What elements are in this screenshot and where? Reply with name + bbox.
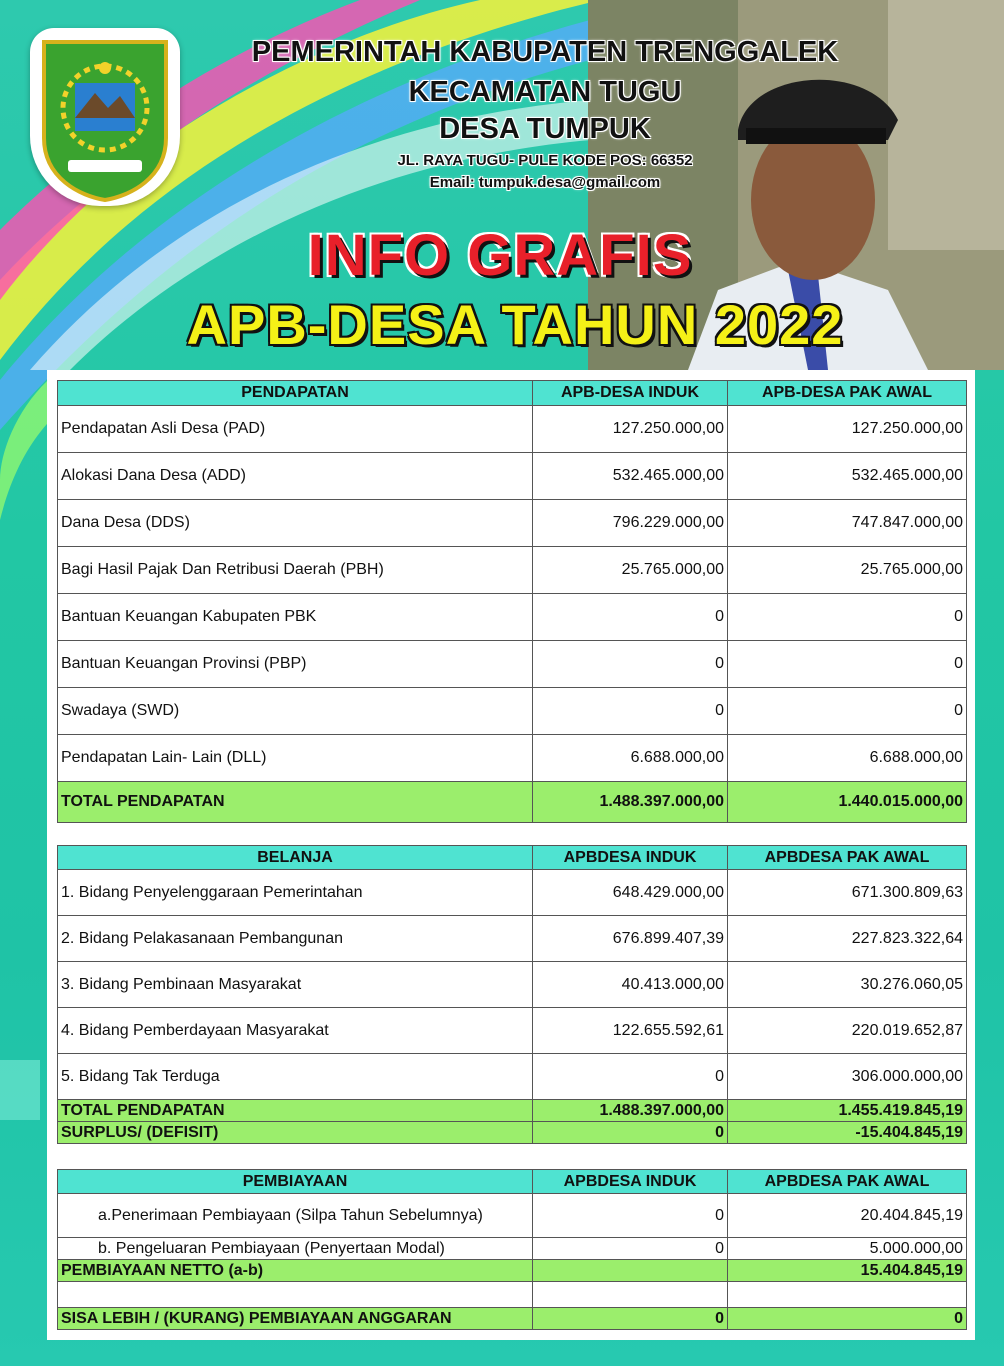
table-header-row xyxy=(58,846,967,870)
netto-induk xyxy=(533,1260,728,1282)
table-row xyxy=(58,870,967,916)
header-cell: APBDESA PAK AWAL xyxy=(728,1170,967,1194)
row-label: 4. Bidang Pemberdayaan Masyarakat xyxy=(58,1008,533,1054)
row-label: b. Pengeluaran Pembiayaan (Penyertaan Modal) xyxy=(58,1238,533,1260)
value-induk: 648.429.000,00 xyxy=(533,870,728,916)
header-cell: PEMBIAYAAN xyxy=(58,1170,533,1194)
total-row xyxy=(58,1100,967,1122)
value-induk: 6.688.000,00 xyxy=(533,735,728,782)
value-induk: 25.765.000,00 xyxy=(533,547,728,594)
netto-row xyxy=(58,1260,967,1282)
table-row xyxy=(58,688,967,735)
total-induk: 1.488.397.000,00 xyxy=(533,1100,728,1122)
row-label: Pendapatan Lain- Lain (DLL) xyxy=(58,735,533,782)
row-label: Pendapatan Asli Desa (PAD) xyxy=(58,406,533,453)
value-induk: 0 xyxy=(533,641,728,688)
title-apb-desa: APB-DESA TAHUN 2022 xyxy=(186,293,844,356)
blank-row xyxy=(58,1282,967,1308)
row-label: Swadaya (SWD) xyxy=(58,688,533,735)
email: Email: tumpuk.desa@gmail.com xyxy=(429,174,661,191)
header-cell: PENDAPATAN xyxy=(58,381,533,406)
row-label: Bantuan Keuangan Provinsi (PBP) xyxy=(58,641,533,688)
value-induk: 0 xyxy=(533,594,728,641)
table-row xyxy=(58,547,967,594)
blank-cell xyxy=(533,1282,728,1308)
row-label: 5. Bidang Tak Terduga xyxy=(58,1054,533,1100)
table-row xyxy=(58,1194,967,1238)
row-label: 3. Bidang Pembinaan Masyarakat xyxy=(58,962,533,1008)
table-row xyxy=(58,641,967,688)
sisa-induk: 0 xyxy=(533,1308,728,1330)
value-induk: 676.899.407,39 xyxy=(533,916,728,962)
value-induk: 127.250.000,00 xyxy=(533,406,728,453)
table-row xyxy=(58,1238,967,1260)
value-pak: 306.000.000,00 xyxy=(728,1054,967,1100)
value-pak: 747.847.000,00 xyxy=(728,500,967,547)
table-row xyxy=(58,500,967,547)
header-cell: APBDESA INDUK xyxy=(533,846,728,870)
row-label: 2. Bidang Pelakasanaan Pembangunan xyxy=(58,916,533,962)
value-pak: 127.250.000,00 xyxy=(728,406,967,453)
blank-cell xyxy=(58,1282,533,1308)
table-row xyxy=(58,962,967,1008)
header-cell: APB-DESA PAK AWAL xyxy=(728,381,967,406)
value-induk: 0 xyxy=(533,688,728,735)
value-induk: 0 xyxy=(533,1194,728,1238)
belanja-table xyxy=(57,845,967,1144)
table-row xyxy=(58,1054,967,1100)
value-induk: 0 xyxy=(533,1054,728,1100)
value-pak: 0 xyxy=(728,594,967,641)
government-name: PEMERINTAH KABUPATEN TRENGGALEK xyxy=(251,36,839,68)
total-induk: 1.488.397.000,00 xyxy=(533,782,728,823)
value-pak: 532.465.000,00 xyxy=(728,453,967,500)
table-row xyxy=(58,916,967,962)
header-cell: BELANJA xyxy=(58,846,533,870)
table-header-row xyxy=(58,1170,967,1194)
row-label: a.Penerimaan Pembiayaan (Silpa Tahun Sebelumnya) xyxy=(58,1194,533,1238)
row-label: Bantuan Keuangan Kabupaten PBK xyxy=(58,594,533,641)
header-cell: APBDESA INDUK xyxy=(533,1170,728,1194)
total-label: TOTAL PENDAPATAN xyxy=(58,782,533,823)
row-label: Bagi Hasil Pajak Dan Retribusi Daerah (PBH) xyxy=(58,547,533,594)
value-pak: 0 xyxy=(728,641,967,688)
surplus-induk: 0 xyxy=(533,1122,728,1144)
value-pak: 30.276.060,05 xyxy=(728,962,967,1008)
value-induk: 0 xyxy=(533,1238,728,1260)
pendapatan-table xyxy=(57,380,967,823)
table-row xyxy=(58,406,967,453)
sisa-pak: 0 xyxy=(728,1308,967,1330)
total-label: TOTAL PENDAPATAN xyxy=(58,1100,533,1122)
district-name: KECAMATAN TUGU xyxy=(408,76,682,108)
value-pak: 671.300.809,63 xyxy=(728,870,967,916)
table-header-row xyxy=(58,381,967,406)
table-row xyxy=(58,594,967,641)
value-pak: 227.823.322,64 xyxy=(728,916,967,962)
surplus-row xyxy=(58,1122,967,1144)
sisa-label: SISA LEBIH / (KURANG) PEMBIAYAAN ANGGARAN xyxy=(58,1308,533,1330)
header-cell: APB-DESA INDUK xyxy=(533,381,728,406)
value-pak: 25.765.000,00 xyxy=(728,547,967,594)
total-pak: 1.455.419.845,19 xyxy=(728,1100,967,1122)
pembiayaan-table xyxy=(57,1169,967,1330)
row-label: 1. Bidang Penyelenggaraan Pemerintahan xyxy=(58,870,533,916)
surplus-pak: -15.404.845,19 xyxy=(728,1122,967,1144)
regency-logo xyxy=(30,28,180,206)
table-row xyxy=(58,735,967,782)
value-induk: 122.655.592,61 xyxy=(533,1008,728,1054)
value-pak: 20.404.845,19 xyxy=(728,1194,967,1238)
header-cell: APBDESA PAK AWAL xyxy=(728,846,967,870)
village-name: DESA TUMPUK xyxy=(439,113,651,145)
blank-cell xyxy=(728,1282,967,1308)
row-label: Dana Desa (DDS) xyxy=(58,500,533,547)
value-pak: 0 xyxy=(728,688,967,735)
address: JL. RAYA TUGU- PULE KODE POS: 66352 xyxy=(397,152,693,169)
table-row xyxy=(58,453,967,500)
value-induk: 532.465.000,00 xyxy=(533,453,728,500)
value-pak: 6.688.000,00 xyxy=(728,735,967,782)
value-induk: 40.413.000,00 xyxy=(533,962,728,1008)
total-row xyxy=(58,782,967,823)
title-info-grafis: INFO GRAFIS xyxy=(307,223,693,288)
value-pak: 5.000.000,00 xyxy=(728,1238,967,1260)
netto-label: PEMBIAYAAN NETTO (a-b) xyxy=(58,1260,533,1282)
value-induk: 796.229.000,00 xyxy=(533,500,728,547)
sisa-row xyxy=(58,1308,967,1330)
value-pak: 220.019.652,87 xyxy=(728,1008,967,1054)
row-label: Alokasi Dana Desa (ADD) xyxy=(58,453,533,500)
table-row xyxy=(58,1008,967,1054)
total-pak: 1.440.015.000,00 xyxy=(728,782,967,823)
netto-pak: 15.404.845,19 xyxy=(728,1260,967,1282)
surplus-label: SURPLUS/ (DEFISIT) xyxy=(58,1122,533,1144)
